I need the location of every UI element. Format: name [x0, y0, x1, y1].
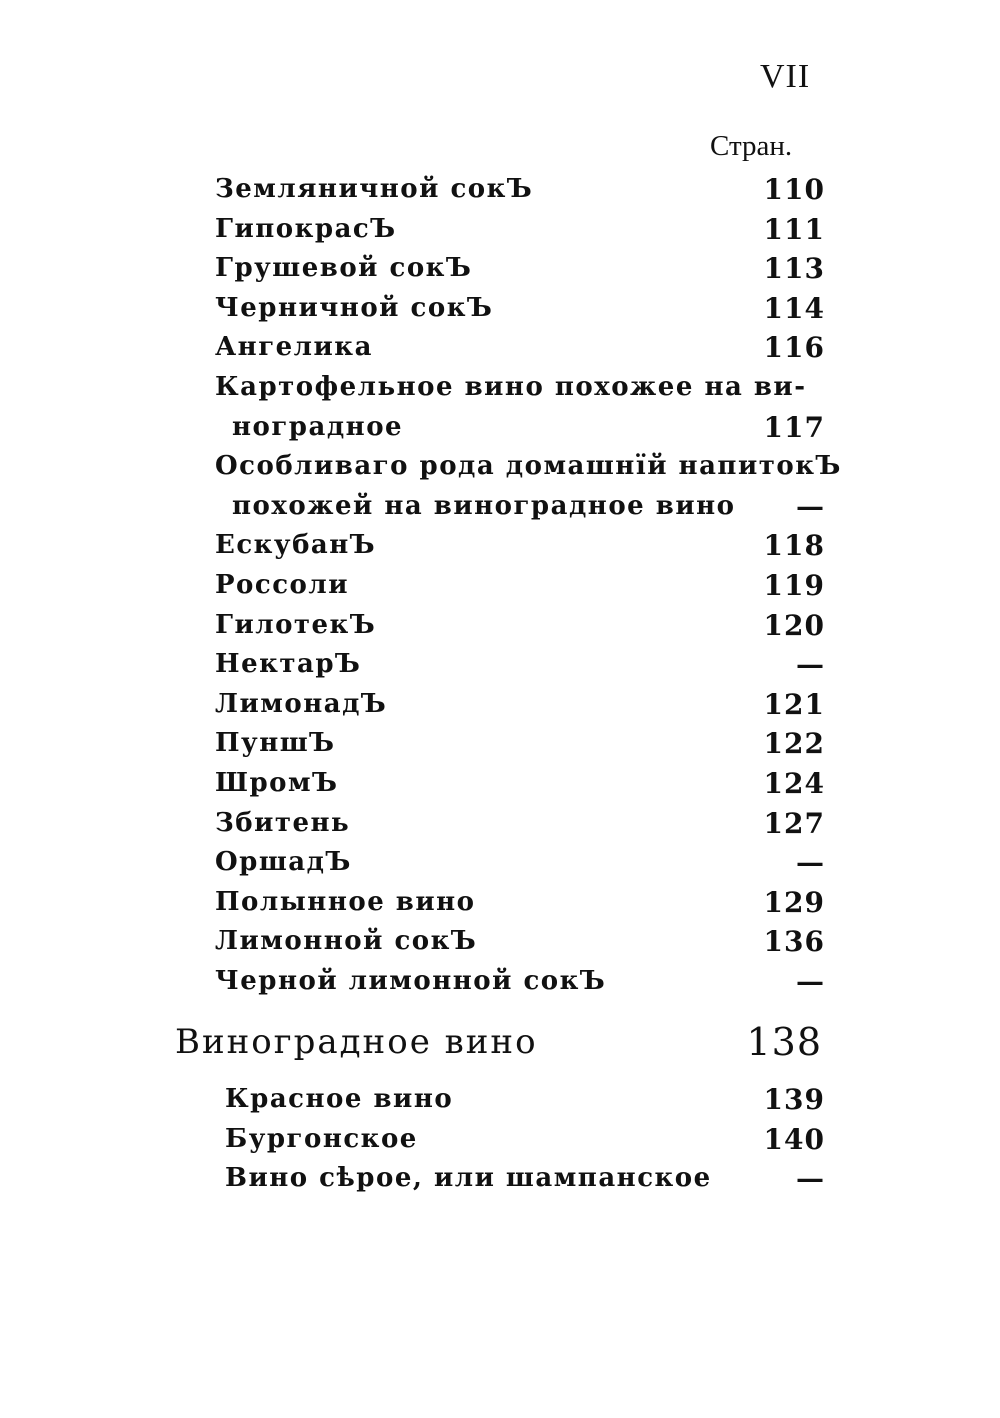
- toc-entry: [0, 487, 1000, 527]
- toc-entry-label: ОршадЪ: [215, 847, 352, 878]
- toc-entry: [0, 883, 1000, 923]
- toc-entry-label: похожей на виноградное вино: [232, 490, 736, 521]
- section-title: Виноградное вино: [175, 1022, 538, 1062]
- toc-entry: [0, 764, 1000, 804]
- toc-entry: [0, 368, 1000, 408]
- table-of-contents: [0, 170, 1000, 1001]
- toc-entry-page: 119: [763, 568, 825, 602]
- toc-entry: [0, 408, 1000, 448]
- toc-entry: [0, 526, 1000, 566]
- toc-entry-page: 121: [763, 687, 825, 721]
- toc-entry-label: Черничной сокЪ: [215, 292, 494, 323]
- toc-entry-page: 111: [763, 212, 825, 246]
- toc-entry-label: Лимонной сокЪ: [215, 926, 478, 957]
- section-subentries: [0, 1080, 1000, 1199]
- toc-entry: [0, 170, 1000, 210]
- toc-entry: [0, 566, 1000, 606]
- toc-entry-page: 136: [763, 925, 825, 959]
- toc-entry-page: 124: [763, 766, 825, 800]
- toc-entry: [0, 645, 1000, 685]
- toc-subentry-label: Вино сѣрое, или шампанское: [225, 1163, 712, 1194]
- toc-entry: [0, 606, 1000, 646]
- toc-subentry: [0, 1120, 1000, 1160]
- toc-entry-page-dash: —: [796, 846, 825, 880]
- toc-entry-page: 129: [763, 885, 825, 919]
- toc-entry: [0, 289, 1000, 329]
- section-heading: [0, 1020, 1000, 1070]
- toc-entry-label: ГилотекЪ: [215, 609, 377, 640]
- toc-entry-label: ЛимонадЪ: [215, 688, 388, 719]
- toc-entry-page: 116: [763, 331, 825, 365]
- toc-entry-page: 120: [763, 608, 825, 642]
- toc-entry: [0, 922, 1000, 962]
- toc-entry: [0, 685, 1000, 725]
- toc-entry-label: Земляничной сокЪ: [215, 174, 534, 204]
- toc-entry: [0, 843, 1000, 883]
- toc-subentry-label: Красное вино: [225, 1084, 454, 1114]
- column-header-pages: Стран.: [710, 130, 793, 162]
- toc-entry: [0, 328, 1000, 368]
- toc-entry-page: 110: [763, 173, 825, 206]
- toc-entry-page: 118: [763, 529, 825, 563]
- toc-entry-label: Збитень: [215, 807, 351, 838]
- page-number: VII: [760, 58, 811, 95]
- toc-entry-label: ГипокрасЪ: [215, 213, 397, 244]
- toc-entry-page: 114: [763, 291, 825, 325]
- toc-entry-label: ЕскубанЪ: [215, 530, 377, 561]
- toc-entry-label: Полынное вино: [215, 886, 476, 917]
- toc-entry-page-dash: —: [796, 964, 825, 998]
- toc-entry-label: ноградное: [232, 411, 404, 442]
- toc-entry: [0, 447, 1000, 487]
- section-page: 138: [746, 1020, 822, 1064]
- toc-entry: [0, 804, 1000, 844]
- toc-entry-page-dash: —: [796, 489, 825, 523]
- toc-entry-label: Грушевой сокЪ: [215, 253, 473, 284]
- toc-entry-label: Черной лимонной сокЪ: [215, 965, 607, 996]
- toc-entry-label: Особливаго рода домашнїй напитокЪ: [215, 451, 842, 482]
- toc-entry-label: Россоли: [215, 569, 350, 600]
- toc-entry: [0, 249, 1000, 289]
- toc-entry-page: 122: [763, 727, 825, 761]
- toc-entry-page-dash: —: [796, 648, 825, 682]
- toc-entry-label: ШромЪ: [215, 767, 339, 798]
- toc-entry-label: ПуншЪ: [215, 728, 336, 759]
- toc-subentry: [0, 1080, 1000, 1120]
- toc-subentry-page-dash: —: [796, 1162, 825, 1196]
- toc-entry-label: Ангелика: [215, 332, 373, 363]
- toc-entry-page: 127: [763, 806, 825, 840]
- toc-subentry-page: 140: [763, 1122, 825, 1156]
- toc-entry: [0, 724, 1000, 764]
- toc-subentry-label: Бургонское: [225, 1123, 418, 1154]
- toc-entry-page: 117: [763, 410, 825, 444]
- toc-entry: [0, 210, 1000, 250]
- toc-entry-page: 113: [763, 252, 825, 286]
- toc-subentry: [0, 1159, 1000, 1199]
- toc-subentry-page: 139: [763, 1083, 825, 1116]
- toc-entry: [0, 962, 1000, 1002]
- toc-entry-label: НектарЪ: [215, 649, 362, 680]
- toc-entry-label: Картофельное вино похожее на ви-: [215, 371, 807, 402]
